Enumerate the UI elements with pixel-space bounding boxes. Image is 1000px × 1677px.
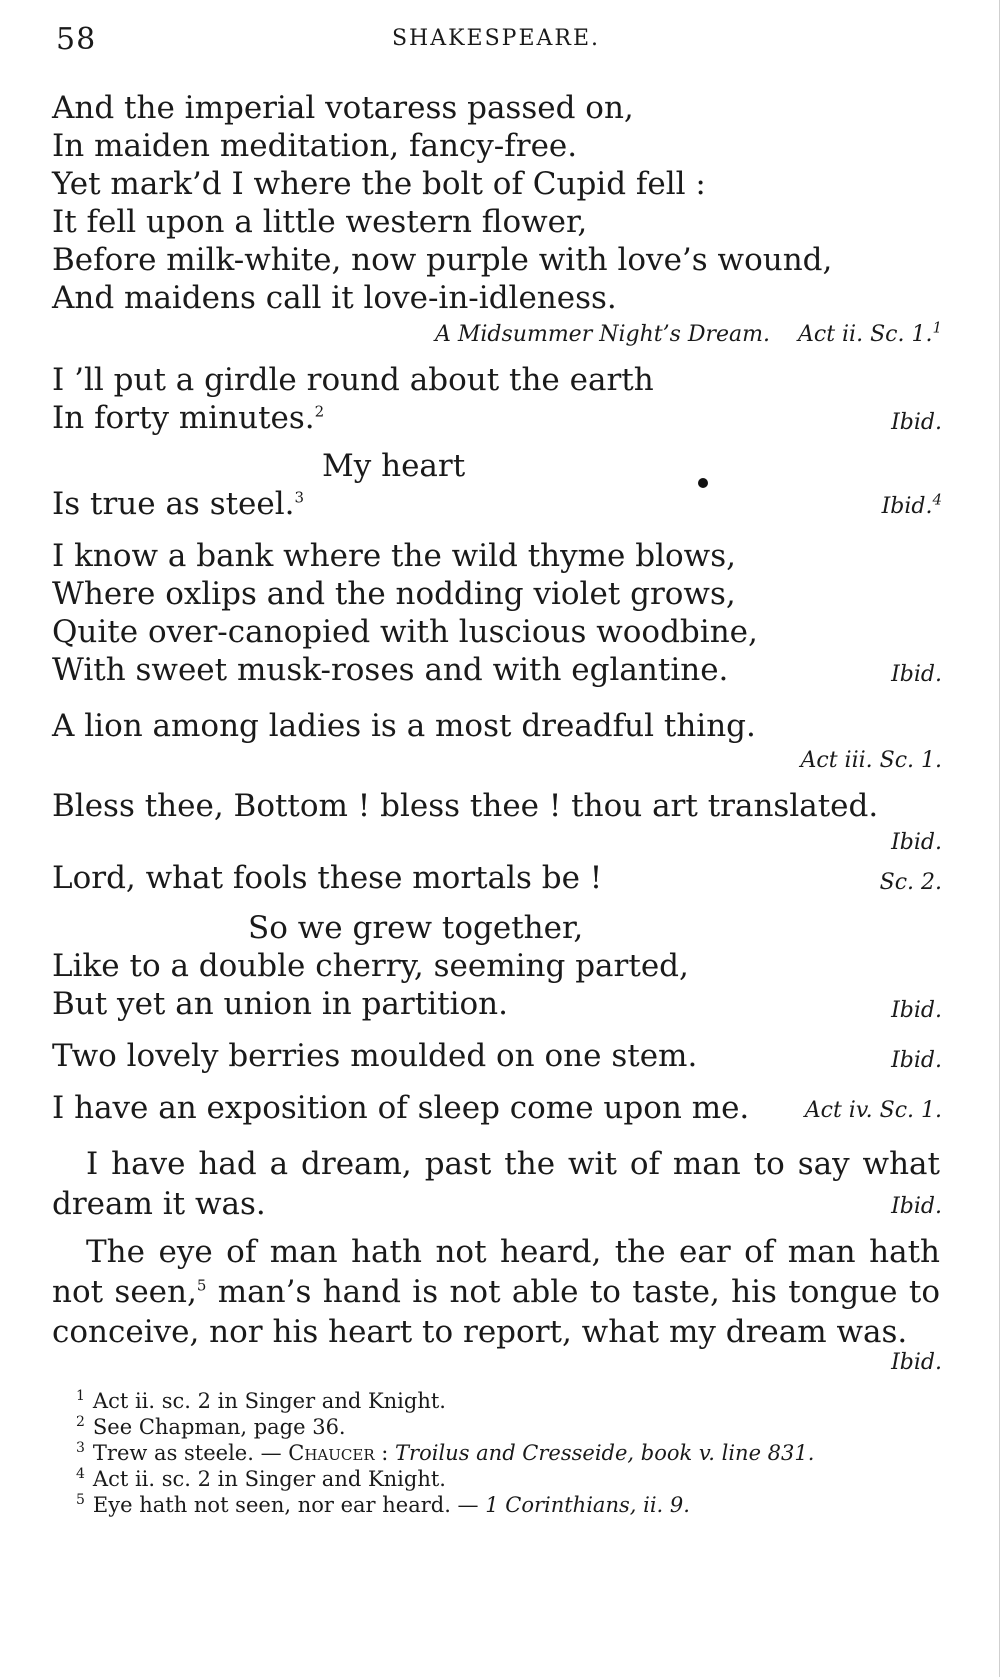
citation: Ibid. <box>891 662 942 687</box>
verse-line: Like to a double cherry, seeming parted, <box>52 948 689 984</box>
footnote: $^3$ Trew as steele. — Chaucer : Troilus and Cresseide, book v. line 831. <box>76 1440 815 1465</box>
citation: Act iv. Sc. 1. <box>804 1098 942 1123</box>
footnote: $^5$ Eye hath not seen, nor ear heard. — 1 Corinthians, ii. 9. <box>76 1492 690 1517</box>
verse-line: And maidens call it love-in-idleness. <box>52 280 617 316</box>
citation: Ibid.$^4$ <box>881 490 942 519</box>
citation: Ibid. <box>891 998 942 1023</box>
page-number: 58 <box>56 22 97 57</box>
footnote-ref: 2 <box>314 402 325 421</box>
verse-line: Two lovely berries moulded on one stem. <box>52 1038 698 1074</box>
footnote-ref: 1 <box>932 318 942 337</box>
verse-line: Yet mark’d I where the bolt of Cupid fell : <box>52 166 706 202</box>
verse-line: With sweet musk-roses and with eglantine. <box>52 652 729 688</box>
citation: A Midsummer Night’s Dream. Act ii. Sc. 1.$^1$ <box>434 318 942 347</box>
verse-line: A lion among ladies is a most dreadful thing. <box>52 708 756 744</box>
verse-line: So we grew together, <box>248 910 584 946</box>
page-header <box>56 22 936 62</box>
ink-speck <box>698 478 708 488</box>
footnote-ref: 4 <box>932 490 942 509</box>
prose-quote: The eye of man hath not heard, the ear of man hath not seen,$^5$ man’s hand is not able to taste, his tongue to conceive, nor his heart to report, what my dream was. <box>52 1234 940 1350</box>
verse-line: I have an exposition of sleep come upon me. <box>52 1090 750 1126</box>
verse-line: Quite over-canopied with luscious woodbine, <box>52 614 758 650</box>
citation: Sc. 2. <box>879 870 942 895</box>
verse-line: In forty minutes.$^2$ <box>52 400 325 436</box>
footnote: $^2$ See Chapman, page 36. <box>76 1414 346 1439</box>
verse-line: I know a bank where the wild thyme blows, <box>52 538 736 574</box>
running-title: SHAKESPEARE. <box>391 26 601 51</box>
verse-line: Where oxlips and the nodding violet grows, <box>52 576 736 612</box>
citation: Ibid. <box>891 830 942 855</box>
prose-quote: I have had a dream, past the wit of man to say what dream it was. <box>52 1146 940 1222</box>
footnote-ref: 3 <box>294 488 305 507</box>
footnote: $^4$ Act ii. sc. 2 in Singer and Knight. <box>76 1466 446 1491</box>
footnote: $^1$ Act ii. sc. 2 in Singer and Knight. <box>76 1388 446 1413</box>
verse-line: But yet an union in partition. <box>52 986 508 1022</box>
footnote-ref: 5 <box>196 1276 207 1295</box>
citation: Act iii. Sc. 1. <box>800 748 942 773</box>
verse-line: I ’ll put a girdle round about the earth <box>52 362 654 398</box>
citation: Ibid. <box>891 1194 942 1219</box>
verse-line: Is true as steel.$^3$ <box>52 486 305 522</box>
citation: Ibid. <box>891 410 942 435</box>
citation: Ibid. <box>891 1350 942 1375</box>
verse-line: My heart <box>322 448 466 484</box>
verse-line: In maiden meditation, fancy-free. <box>52 128 578 164</box>
verse-line: Before milk-white, now purple with love’s wound, <box>52 242 833 278</box>
citation: Ibid. <box>891 1048 942 1073</box>
verse-line: Lord, what fools these mortals be ! <box>52 860 603 896</box>
verse-line: Bless thee, Bottom ! bless thee ! thou art translated. <box>52 788 879 824</box>
verse-line: And the imperial votaress passed on, <box>52 90 634 126</box>
verse-line: It fell upon a little western flower, <box>52 204 588 240</box>
